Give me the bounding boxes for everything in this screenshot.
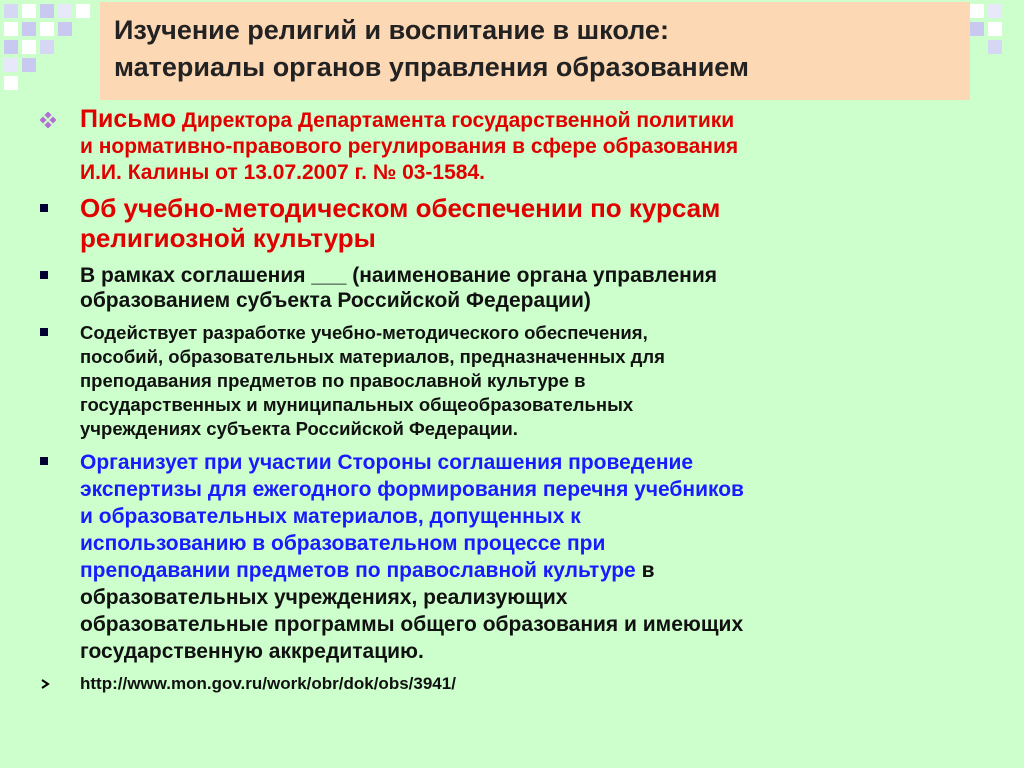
list-item-link bbox=[40, 673, 1000, 695]
list-item-letter bbox=[40, 106, 1000, 186]
page-title-line-1: Изучение религий и воспитание в школе: bbox=[114, 15, 669, 45]
letter-text-2: и нормативно-правового регулирования в сфере образования bbox=[80, 135, 739, 158]
organizes-text-8: государственную аккредитацию. bbox=[80, 640, 424, 663]
letter-text-1: Директора Департамента государственной политики bbox=[181, 109, 735, 132]
subject-text-1: Об учебно-методическом обеспечении по курсам bbox=[80, 193, 721, 223]
organizes-text-2: экспертизы для ежегодного формирования перечня учебников bbox=[80, 478, 744, 501]
square-bullet-icon bbox=[40, 204, 48, 212]
list-item-assists bbox=[40, 321, 1000, 441]
assists-text-4: государственных и муниципальных общеобразовательных bbox=[80, 394, 634, 415]
organizes-text-3: и образовательных материалов, допущенных к bbox=[80, 505, 581, 528]
list-item-organizes bbox=[40, 449, 1000, 665]
letter-text-3: И.И. Калины от 13.07.2007 г. № 03-1584. bbox=[80, 161, 485, 184]
organizes-text-1: Организует при участии Стороны соглашения проведение bbox=[80, 451, 694, 474]
assists-text-5: учреждениях субъекта Российской Федерации. bbox=[80, 418, 518, 439]
square-bullet-icon bbox=[40, 271, 48, 279]
source-link[interactable]: http://www.mon.gov.ru/work/obr/dok/obs/3941/ bbox=[80, 674, 456, 693]
agreement-text-2: образованием субъекта Российской Федерации) bbox=[80, 289, 591, 312]
list-item-subject bbox=[40, 193, 1000, 253]
organizes-text-5b: в bbox=[635, 559, 655, 582]
organizes-text-4: использованию в образовательном процессе при bbox=[80, 532, 606, 555]
assists-text-1: Содействует разработке учебно-методического обеспечения, bbox=[80, 322, 648, 343]
assists-text-3: преподавания предметов по православной культуре в bbox=[80, 370, 586, 391]
letter-lead: Письмо bbox=[80, 105, 177, 133]
square-bullet-icon bbox=[40, 457, 48, 465]
organizes-text-5a: преподавании предметов по православной культуре bbox=[80, 559, 636, 582]
title-box bbox=[100, 2, 970, 100]
decorative-squares-top-right bbox=[964, 0, 1024, 70]
organizes-line-5 bbox=[80, 557, 1000, 584]
agreement-text-1: В рамках соглашения ___ (наименование органа управления bbox=[80, 264, 718, 287]
organizes-text-7: образовательные программы общего образования и имеющих bbox=[80, 613, 744, 636]
list-item-agreement bbox=[40, 263, 1000, 313]
square-bullet-icon bbox=[40, 328, 48, 336]
page-title-line-2: материалы органов управления образованием bbox=[114, 52, 749, 82]
letter-line-1 bbox=[80, 106, 1000, 134]
arrow-bullet-icon bbox=[40, 679, 50, 691]
subject-text-2: религиозной культуры bbox=[80, 223, 376, 253]
decorative-squares-top-left bbox=[0, 0, 110, 110]
content-list bbox=[40, 106, 1000, 695]
assists-text-2: пособий, образовательных материалов, предназначенных для bbox=[80, 346, 665, 367]
diamond-bullet-icon bbox=[40, 109, 56, 135]
organizes-text-6: образовательных учреждениях, реализующих bbox=[80, 586, 568, 609]
